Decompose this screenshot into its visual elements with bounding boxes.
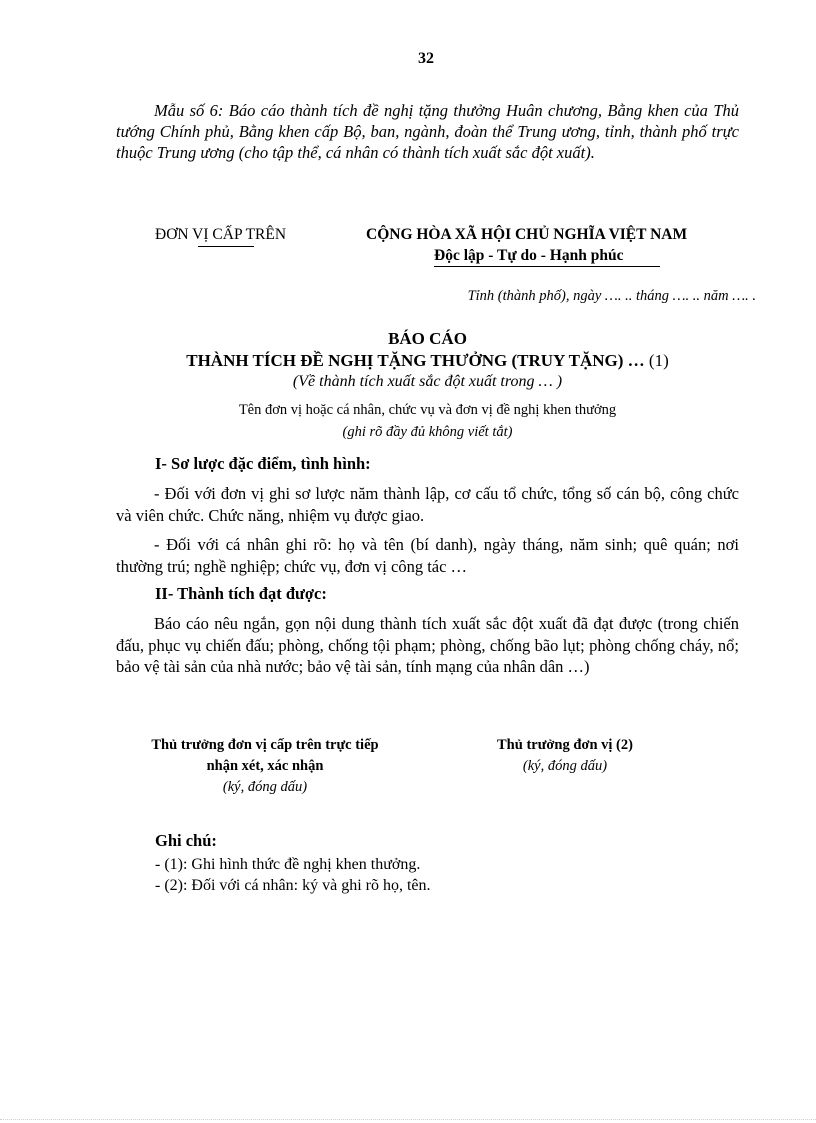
section-1-paragraph-unit: - Đối với đơn vị ghi sơ lược năm thành lập, cơ cấu tổ chức, tổng số cán bộ, công chức và viên chức. Chức năng, nhiệm vụ được giao. — [116, 484, 739, 525]
notes-title: Ghi chú: — [155, 831, 217, 850]
report-subtitle-text: THÀNH TÍCH ĐỀ NGHỊ TẶNG THƯỞNG (TRUY TẶNG) … — [186, 351, 645, 370]
report-subtitle — [116, 351, 739, 371]
note-item: - (2): Đối với cá nhân: ký và ghi rõ họ, tên. — [155, 877, 431, 894]
nominee-name-note: (ghi rõ đầy đủ không viết tắt) — [342, 424, 513, 440]
nominee-name-line: Tên đơn vị hoặc cá nhân, chức vụ và đơn vị đề nghị khen thưởng — [238, 402, 617, 418]
signature-superior-subtitle: nhận xét, xác nhận — [206, 758, 324, 774]
section-1-heading: I- Sơ lược đặc điểm, tình hình: — [155, 454, 371, 473]
place-date-line: Tỉnh (thành phố), ngày …. .. tháng …. .. năm …. . — [467, 288, 756, 304]
page-bottom-rule — [0, 1119, 816, 1120]
form-intro: Mẫu số 6: Báo cáo thành tích đề nghị tặng thưởng Huân chương, Bằng khen của Thủ tướng Chính phủ, Bằng khen cấp Bộ, ban, ngành, đoàn thể Trung ương, tỉnh, thành phố trực thuộc Trung ương (cho tập thể, cá nhân có thành tích xuất sắc đột xuất). — [116, 101, 739, 162]
national-title: CỘNG HÒA XÃ HỘI CHỦ NGHĨA VIỆT NAM — [366, 226, 688, 243]
report-title: BÁO CÁO — [388, 329, 467, 348]
report-subtitle-ref: (1) — [644, 351, 669, 370]
signature-superior-note: (ký, đóng dấu) — [222, 779, 308, 795]
signature-unit-head-note: (ký, đóng dấu) — [522, 758, 608, 774]
section-2-paragraph: Báo cáo nêu ngắn, gọn nội dung thành tích xuất sắc đột xuất đã đạt được (trong chiến đấu, phục vụ chiến đấu; phòng, chống tội phạm; phòng, chống bão lụt; phòng chống cháy, nổ; bảo vệ tài sản của nhà nước; bảo vệ tài sản, tính mạng của nhân dân …) — [116, 614, 739, 676]
section-1-paragraph-individual: - Đối với cá nhân ghi rõ: họ và tên (bí danh), ngày tháng, năm sinh; quê quán; nơi thường trú; nghề nghiệp; chức vụ, đơn vị công tác … — [116, 535, 739, 576]
signature-superior-title: Thủ trưởng đơn vị cấp trên trực tiếp — [151, 737, 379, 753]
superior-unit-label: ĐƠN VỊ CẤP TRÊN — [155, 226, 287, 243]
motto-underline — [434, 266, 660, 267]
superior-unit-underline — [198, 246, 254, 247]
section-2-heading: II- Thành tích đạt được: — [155, 584, 327, 603]
signature-block-superior — [100, 735, 430, 798]
national-motto: Độc lập - Tự do - Hạnh phúc — [434, 247, 624, 264]
signature-block-unit-head — [445, 735, 685, 777]
page-number: 32 — [418, 50, 434, 67]
note-item: - (1): Ghi hình thức đề nghị khen thưởng. — [155, 856, 421, 873]
signature-unit-head-title: Thủ trưởng đơn vị (2) — [497, 737, 633, 753]
report-about: (Về thành tích xuất sắc đột xuất trong … ) — [292, 373, 563, 390]
